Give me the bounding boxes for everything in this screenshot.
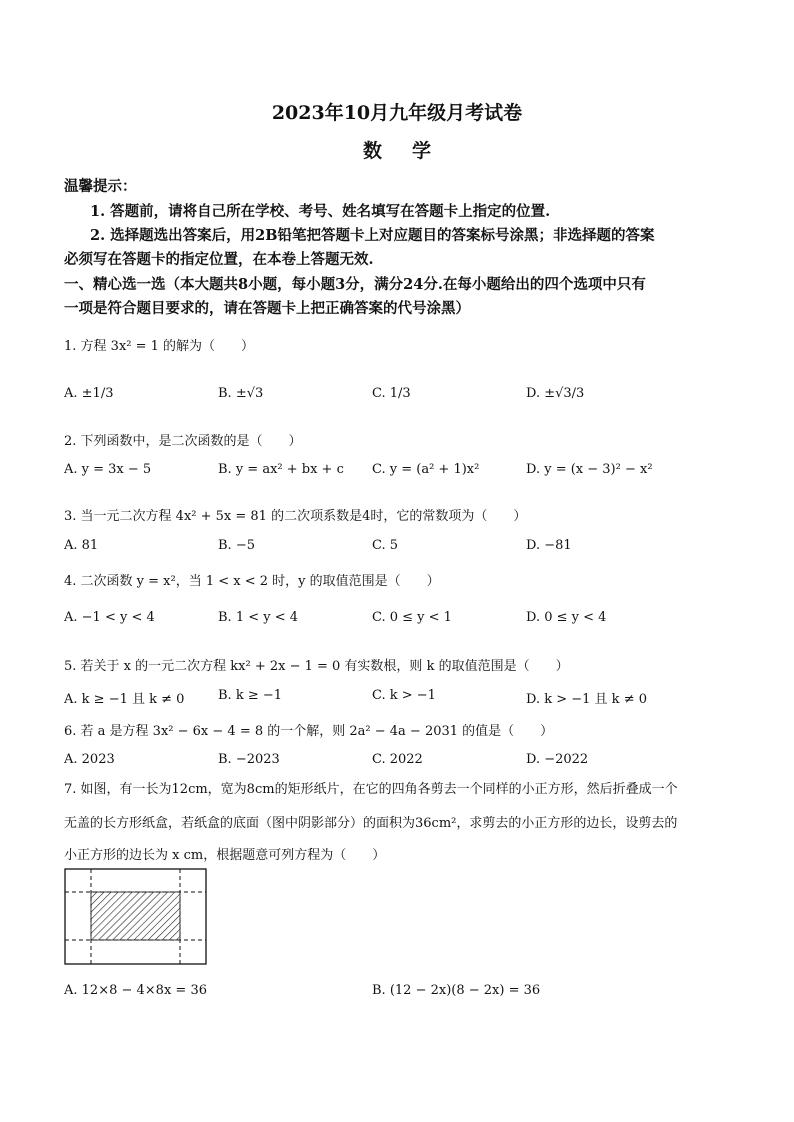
question-1-option-a: A. ±1/3 bbox=[64, 386, 114, 401]
question-2-option-d: D. y = (x − 3)² − x² bbox=[526, 462, 653, 477]
tips-line-1: 1. 答题前，请将自己所在学校、考号、姓名填写在答题卡上指定的位置. bbox=[90, 203, 551, 220]
question-6-stem: 6. 若 a 是方程 3x² − 6x − 4 = 8 的一个解，则 2a² − 4a − 2031 的值是（ ） bbox=[64, 724, 554, 739]
question-5-option-d: D. k > −1 且 k ≠ 0 bbox=[526, 692, 647, 707]
question-5-option-c: C. k > −1 bbox=[372, 688, 436, 703]
tips-heading: 温馨提示： bbox=[64, 178, 137, 195]
exam-subject: 数学 bbox=[362, 140, 461, 162]
question-2-option-c: C. y = (a² + 1)x² bbox=[372, 462, 480, 477]
question-6-option-c: C. 2022 bbox=[372, 752, 423, 767]
question-4-option-a: A. −1 < y < 4 bbox=[64, 610, 155, 625]
exam-title: 2023年10月九年级月考试卷 bbox=[271, 102, 523, 124]
box-bottom-shaded bbox=[91, 892, 180, 940]
question-2-option-b: B. y = ax² + bx + c bbox=[218, 462, 344, 477]
question-4-stem: 4. 二次函数 y = x²，当 1 < x < 2 时，y 的取值范围是（ ） bbox=[64, 574, 440, 589]
question-2-stem: 2. 下列函数中，是二次函数的是（ ） bbox=[64, 434, 302, 449]
question-5-option-a: A. k ≥ −1 且 k ≠ 0 bbox=[64, 692, 185, 707]
question-3-option-c: C. 5 bbox=[372, 538, 399, 553]
question-1-option-c: C. 1/3 bbox=[372, 386, 411, 401]
question-4-option-c: C. 0 ≤ y < 1 bbox=[372, 610, 452, 625]
question-3-option-b: B. −5 bbox=[218, 538, 255, 553]
question-7-stem-line-1: 7. 如图，有一长为12cm，宽为8cm的矩形纸片，在它的四角各剪去一个同样的小正方形，然后折叠成一个 bbox=[64, 782, 678, 797]
question-2-option-a: A. y = 3x − 5 bbox=[64, 462, 152, 477]
section-1-line-1: 一、精心选一选（本大题共8小题，每小题3分，满分24分.在每小题给出的四个选项中只有 bbox=[64, 276, 646, 293]
question-7-option-a: A. 12×8 − 4×8x = 36 bbox=[64, 983, 207, 998]
section-1-line-2: 一项是符合题目要求的，请在答题卡上把正确答案的代号涂黑） bbox=[64, 300, 470, 317]
question-3-option-d: D. −81 bbox=[526, 538, 572, 553]
question-7-stem-line-2: 无盖的长方形纸盒，若纸盒的底面（图中阴影部分）的面积为36cm²，求剪去的小正方形的边长，设剪去的 bbox=[64, 816, 678, 831]
question-7-stem-line-3: 小正方形的边长为 x cm，根据题意可列方程为（ ） bbox=[64, 848, 386, 863]
question-1-option-d: D. ±√3/3 bbox=[526, 386, 585, 401]
question-3-stem: 3. 当一元二次方程 4x² + 5x = 81 的二次项系数是4时，它的常数项为（ ） bbox=[64, 509, 527, 524]
question-4-option-b: B. 1 < y < 4 bbox=[218, 610, 299, 625]
question-5-stem: 5. 若关于 x 的一元二次方程 kx² + 2x − 1 = 0 有实数根，则 k 的取值范围是（ ） bbox=[64, 659, 569, 674]
rectangle-paper-figure bbox=[64, 868, 207, 965]
question-5-option-b: B. k ≥ −1 bbox=[218, 688, 283, 703]
question-1-stem: 1. 方程 3x² = 1 的解为（ ） bbox=[64, 339, 255, 354]
question-1-option-b: B. ±√3 bbox=[218, 386, 264, 401]
question-7-option-b: B. (12 − 2x)(8 − 2x) = 36 bbox=[372, 983, 541, 998]
question-6-option-b: B. −2023 bbox=[218, 752, 280, 767]
question-4-option-d: D. 0 ≤ y < 4 bbox=[526, 610, 607, 625]
question-6-option-d: D. −2022 bbox=[526, 752, 589, 767]
tips-line-2b: 必须写在答题卡的指定位置，在本卷上答题无效. bbox=[64, 251, 374, 268]
tips-line-2a: 2. 选择题选出答案后，用2B铅笔把答题卡上对应题目的答案标号涂黑；非选择题的答案 bbox=[90, 227, 655, 244]
question-3-option-a: A. 81 bbox=[64, 538, 99, 553]
question-6-option-a: A. 2023 bbox=[64, 752, 115, 767]
